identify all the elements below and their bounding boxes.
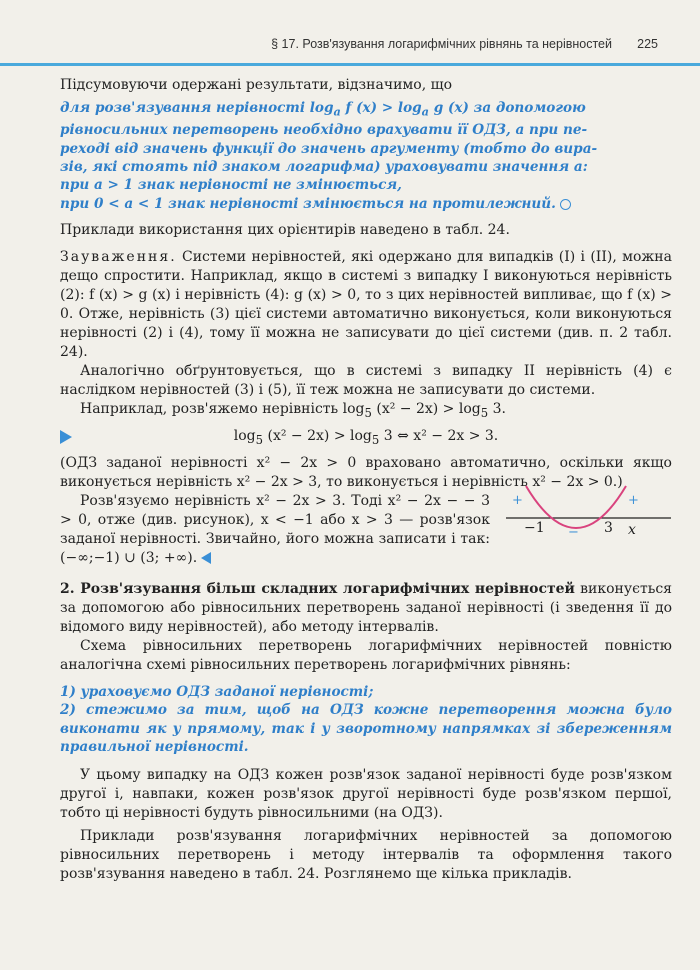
header-title: § 17. Розв'язування логарифмічних рівнянь та нерівностей [271, 37, 612, 51]
steps-list [60, 683, 672, 757]
end-circle-icon [560, 199, 571, 210]
minus-label: − [568, 524, 579, 540]
section-2-paragraph: 2. Розв'язування більш складних логарифмічних нерівностей виконується за допомогою або рівносильних перетворень заданої нерівності (і зведення її до відомого виду нерівностей), або методу інтервалів. [60, 580, 673, 635]
remark-label: Зауваження. [60, 249, 177, 266]
rule-line: при 0 < a < 1 знак нерівності змінюється на протилежний. [60, 195, 672, 213]
page-number: 225 [637, 37, 658, 51]
paragraph-odz: У цьому випадку на ОДЗ кожен розв'язок заданої нерівності буде розв'язком другої і, навпаки, кожен розв'язок другої нерівності буде розв'язком першої, тобто ці нерівності будуть рівносильними (на ОДЗ). [60, 767, 672, 822]
paragraph-odz-note: (ОДЗ заданої нерівності x² − 2x > 0 враховано автоматично, оскільки якщо виконується нерівність x² − 2x > 3, то виконується і нерівність x² − 2x > 0.) [60, 454, 672, 490]
paragraph-examples: Приклади використання цих орієнтирів наведено в табл. 24. [60, 222, 510, 239]
paragraph-remark: Зауваження. Системи нерівностей, які одержано для випадків (I) і (II), можна дещо спростити. Наприклад, якщо в системі з випадку I виконуються нерівність (2): f (x) > g (x) і нерівність (4): g (x) > 0, то з цих нерівностей випливає, що f (x) > 0. Отже, нерівність (3) цієї системи автоматично виконується, коли виконуються нерівності (2) і (4), тому її можна не записувати до цієї системи (див. п. 2 табл. 24). [60, 249, 672, 361]
solution-arrow-icon [60, 430, 72, 444]
solution-line: $\log_5 (x^2 - 2x) > \log_5 3$ ⇔ x² − 2x > 3. [60, 427, 672, 450]
left-plus-label: + [512, 492, 523, 508]
paragraph-scheme: Схема рівносильних перетворень логарифмічних нерівностей повністю аналогічна схемі рівносильних перетворень логарифмічних рівнянь: [60, 637, 672, 673]
rule-block [60, 99, 672, 213]
paragraph-summary: Підсумовуючи одержані результати, відзначимо, що [60, 77, 453, 93]
end-triangle-icon [201, 552, 211, 564]
rule-line: для розв'язування нерівності $\log_a f$ $(x) > \log_a g$ (x) за допомогою [60, 100, 586, 119]
rule-line: зів, які стоять під знаком логарифма) ураховувати значення a: [60, 158, 588, 175]
paragraph-solve: Розв'язуємо нерівність x² − 2x > 3. Тоді x² − 2x − − 3 > 0, отже (див. рисунок), x < −1 або x > 3 — розв'язок заданої нерівності. Звичайно, його можна записати і так: (−∞;−1) ∪ (3; +∞). [60, 492, 490, 566]
rule-line: рівносильних перетворень необхідно врахувати її ОДЗ, а при пе- [60, 122, 588, 139]
header-divider [0, 63, 700, 66]
root-label-left: −1 [524, 519, 545, 536]
rule-line: при a > 1 знак нерівності не змінюється, [60, 177, 402, 194]
right-plus-label: + [628, 492, 639, 508]
paragraph-final: Приклади розв'язування логарифмічних нерівностей за допомогою рівносильних перетворень і методу інтервалів та оформлення такого розв'язування наведено в табл. 24. Розглянемо ще кілька прикладів. [60, 828, 672, 883]
step-item: 1) ураховуємо ОДЗ заданої нерівності; [60, 683, 374, 700]
paragraph-example-intro: Наприклад, розв'яжемо нерівність $\log_5 (x^2 - 2x) > \log_5 3$. [80, 401, 506, 420]
page-header [0, 37, 700, 57]
step-item: 2) стежимо за тим, щоб на ОДЗ кожне перетворення можна було виконати як у прямому, так і у зворотному напрямках зі збереженням правильної нерівності. [60, 702, 672, 755]
root-label-right: 3 [604, 519, 613, 536]
paragraph-analog: Аналогічно обґрунтовується, що в системі з випадку II нерівність (4) є наслідком нерівностей (3) і (5), її теж можна не записувати до системи. [60, 363, 672, 399]
axis-label-x: x [628, 521, 636, 538]
solve-with-figure [60, 492, 672, 572]
rule-line: реході від значень функції до значень аргументу (тобто до вира- [60, 140, 598, 157]
section-2-title: 2. Розв'язування більш складних логарифмічних нерівностей [60, 580, 575, 597]
sign-chart-figure [506, 480, 676, 540]
page-content [60, 76, 672, 884]
